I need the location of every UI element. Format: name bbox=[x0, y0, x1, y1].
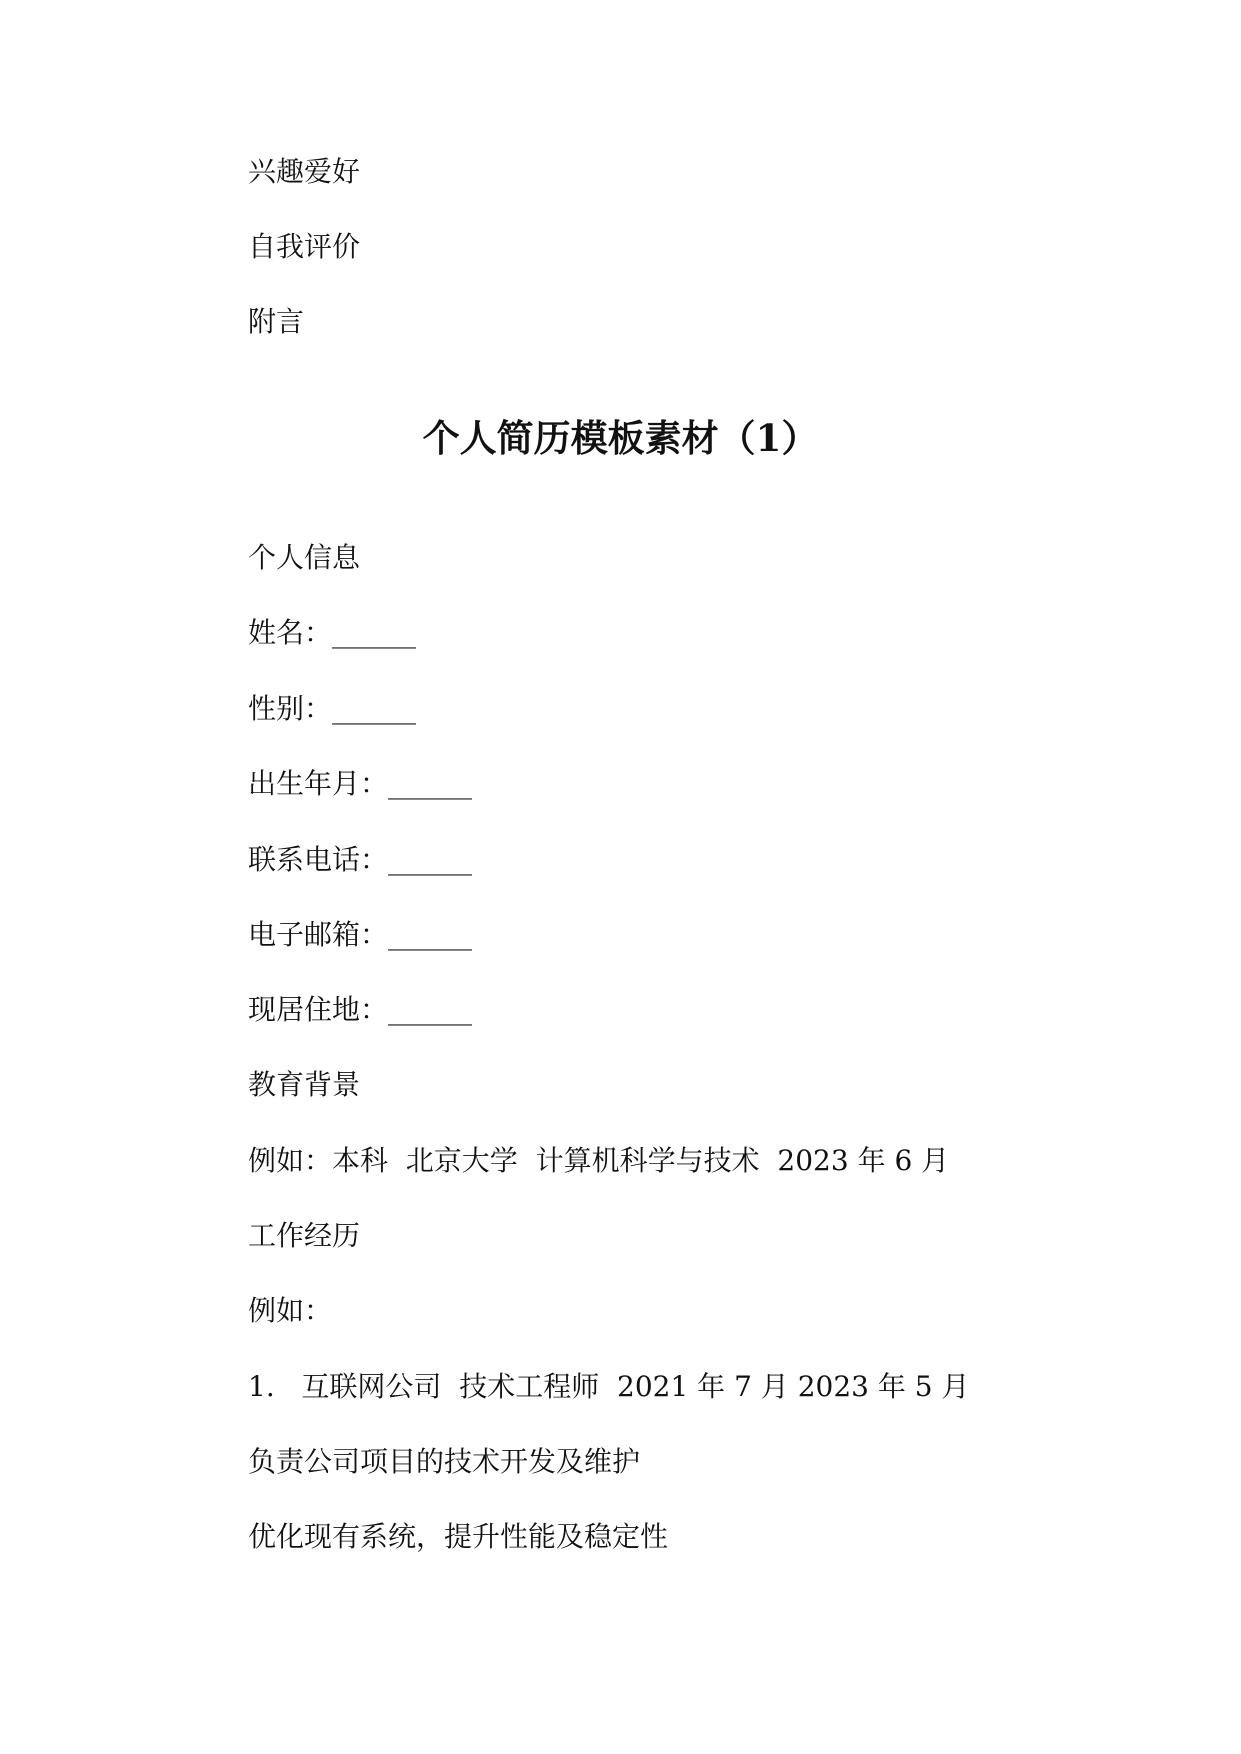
work-example-label: 例如： bbox=[248, 1294, 333, 1327]
field-gender: 性别：______ bbox=[248, 692, 417, 725]
personal-info-heading: 个人信息 bbox=[248, 541, 361, 574]
section-self-evaluation: 自我评价 bbox=[248, 230, 361, 263]
work-heading: 工作经历 bbox=[248, 1219, 361, 1252]
work-duty-1: 负责公司项目的技术开发及维护 bbox=[248, 1445, 641, 1478]
section-hobbies: 兴趣爱好 bbox=[248, 155, 361, 188]
field-address: 现居住地：______ bbox=[248, 993, 473, 1026]
education-heading: 教育背景 bbox=[248, 1068, 361, 1101]
field-phone: 联系电话：______ bbox=[248, 843, 473, 876]
field-name: 姓名：______ bbox=[248, 616, 417, 649]
work-duty-2: 优化现有系统，提升性能及稳定性 bbox=[248, 1520, 669, 1553]
work-item-1: 1. 互联网公司 技术工程师 2021 年 7 月 2023 年 5 月 bbox=[248, 1370, 970, 1403]
section-postscript: 附言 bbox=[248, 305, 305, 338]
field-birth-date: 出生年月：______ bbox=[248, 767, 473, 800]
field-email: 电子邮箱：______ bbox=[248, 918, 473, 951]
document-title: 个人简历模板素材（1） bbox=[422, 416, 819, 460]
education-example: 例如：本科 北京大学 计算机科学与技术 2023 年 6 月 bbox=[248, 1144, 950, 1177]
